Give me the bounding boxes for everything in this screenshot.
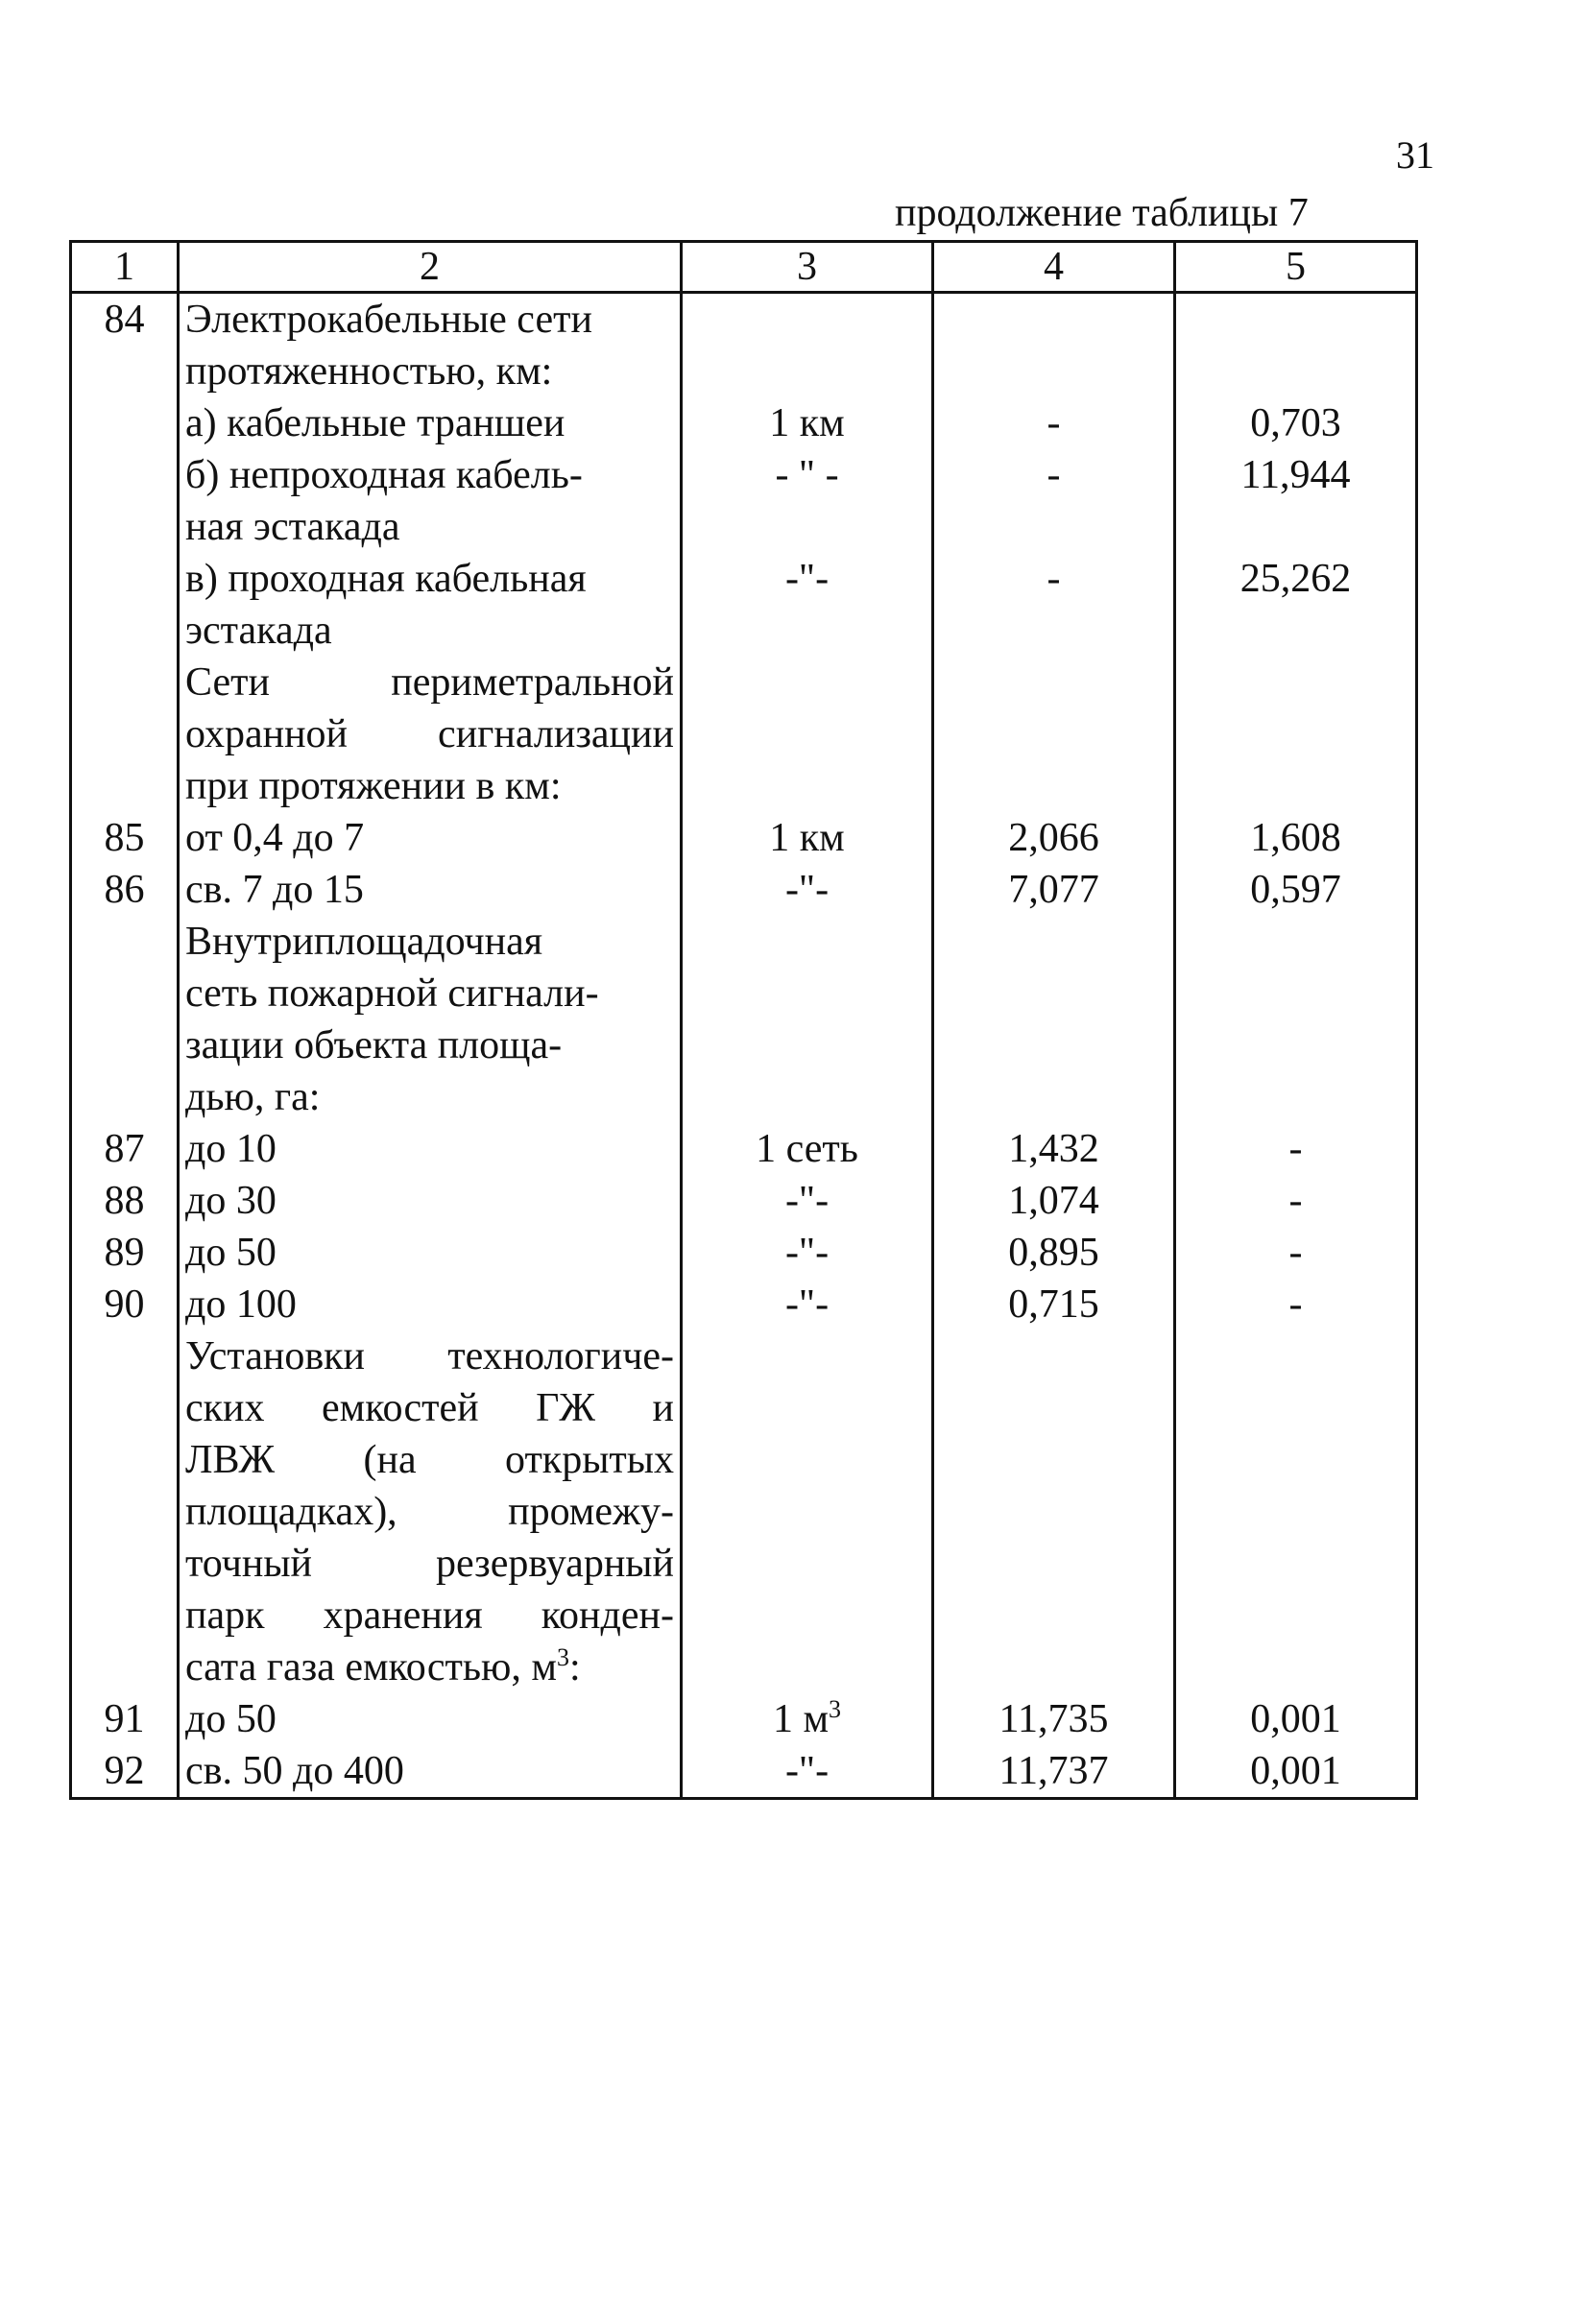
row-value-col5 (1175, 916, 1417, 968)
row-description-text: св. 50 до 400 (185, 1749, 404, 1793)
row-value-col5: - (1175, 1227, 1417, 1279)
row-value-col4 (933, 1486, 1175, 1538)
table-row (71, 657, 1417, 708)
column-header-5: 5 (1175, 242, 1417, 293)
row-description (179, 864, 682, 916)
row-unit (682, 968, 933, 1019)
row-value-col5 (1175, 1641, 1417, 1693)
row-unit (682, 760, 933, 812)
row-unit-text: 1 км (769, 816, 845, 860)
row-unit (682, 1330, 933, 1382)
row-value-col5 (1175, 1590, 1417, 1641)
row-number (71, 553, 179, 605)
row-description-text: до 100 (185, 1282, 297, 1327)
row-description (179, 1175, 682, 1227)
row-unit (682, 605, 933, 657)
table-row (71, 1175, 1417, 1227)
table-row (71, 1641, 1417, 1693)
row-unit (682, 1693, 933, 1745)
row-unit (682, 346, 933, 397)
table-row (71, 1279, 1417, 1330)
row-description-text: протяженностью, км: (185, 349, 553, 394)
row-description (179, 1641, 682, 1693)
row-unit (682, 1382, 933, 1434)
row-description-text: до 30 (185, 1179, 277, 1223)
row-description-text: ских емкостей ГЖ и (185, 1386, 674, 1430)
row-value-col4: 11,737 (933, 1745, 1175, 1799)
row-description-text: Электрокабельные сети (185, 298, 592, 342)
row-unit-text: -"- (784, 868, 830, 912)
row-description (179, 1123, 682, 1175)
table-row (71, 293, 1417, 347)
table-row (71, 1486, 1417, 1538)
row-value-col4: 7,077 (933, 864, 1175, 916)
row-value-col5 (1175, 1071, 1417, 1123)
row-description (179, 1330, 682, 1382)
table-row (71, 1590, 1417, 1641)
table-header-row (71, 242, 1417, 293)
row-description (179, 657, 682, 708)
row-number (71, 1434, 179, 1486)
row-unit (682, 1071, 933, 1123)
row-number (71, 1538, 179, 1590)
row-unit (682, 1123, 933, 1175)
row-value-col5: 0,597 (1175, 864, 1417, 916)
page-number: 31 (1396, 133, 1434, 177)
table-row (71, 1227, 1417, 1279)
row-description (179, 760, 682, 812)
row-number (71, 605, 179, 657)
row-unit (682, 501, 933, 553)
table-row (71, 812, 1417, 864)
row-description-text: сата газа емкостью, м (185, 1645, 557, 1689)
row-description-text: дью, га: (185, 1075, 321, 1119)
row-value-col4: - (933, 449, 1175, 501)
row-description (179, 1538, 682, 1590)
row-value-col5 (1175, 657, 1417, 708)
row-description-text: при протяжении в км: (185, 764, 562, 808)
table-caption: продолжение таблицы 7 (895, 191, 1309, 235)
table-row (71, 1330, 1417, 1382)
row-description (179, 1279, 682, 1330)
row-value-col5 (1175, 1019, 1417, 1071)
row-description (179, 1745, 682, 1799)
row-description-text: ная эстакада (185, 505, 400, 549)
row-value-col4 (933, 293, 1175, 347)
row-description (179, 553, 682, 605)
column-header-4: 4 (933, 242, 1175, 293)
row-number: 88 (71, 1175, 179, 1227)
table-row (71, 1123, 1417, 1175)
row-description (179, 1486, 682, 1538)
row-unit (682, 708, 933, 760)
row-unit (682, 1434, 933, 1486)
row-description (179, 346, 682, 397)
row-unit (682, 1745, 933, 1799)
row-unit-text: -"- (784, 1179, 830, 1223)
row-unit-text: - " - (775, 453, 839, 497)
row-number: 91 (71, 1693, 179, 1745)
row-description-text: б) непроходная кабель- (185, 453, 583, 497)
row-value-col5 (1175, 501, 1417, 553)
row-number (71, 346, 179, 397)
row-description (179, 812, 682, 864)
row-unit (682, 657, 933, 708)
table-row (71, 864, 1417, 916)
row-description-text: Установки технологиче- (185, 1334, 674, 1378)
row-value-col4: 0,895 (933, 1227, 1175, 1279)
row-number: 92 (71, 1745, 179, 1799)
row-value-col4 (933, 760, 1175, 812)
column-header-2: 2 (179, 242, 682, 293)
row-description (179, 605, 682, 657)
row-description-text: парк хранения конден- (185, 1593, 674, 1638)
column-header-1: 1 (71, 242, 179, 293)
row-value-col4: 1,432 (933, 1123, 1175, 1175)
row-value-col5 (1175, 760, 1417, 812)
row-value-col5 (1175, 346, 1417, 397)
row-value-col4 (933, 1382, 1175, 1434)
row-description (179, 916, 682, 968)
row-number: 89 (71, 1227, 179, 1279)
row-description (179, 968, 682, 1019)
row-description-text: св. 7 до 15 (185, 868, 364, 912)
row-description (179, 449, 682, 501)
table-row (71, 1071, 1417, 1123)
table-row (71, 1745, 1417, 1799)
row-unit-text: 1 м (772, 1697, 830, 1741)
row-number (71, 1641, 179, 1693)
row-unit (682, 1279, 933, 1330)
table-row (71, 1382, 1417, 1434)
row-number: 85 (71, 812, 179, 864)
row-value-col5: 1,608 (1175, 812, 1417, 864)
table-row (71, 708, 1417, 760)
row-unit (682, 812, 933, 864)
table-body (71, 293, 1417, 1799)
table-row (71, 553, 1417, 605)
table-row (71, 449, 1417, 501)
row-number (71, 708, 179, 760)
row-number (71, 1590, 179, 1641)
row-unit (682, 1019, 933, 1071)
row-value-col5 (1175, 1434, 1417, 1486)
table-row (71, 916, 1417, 968)
row-description (179, 1382, 682, 1434)
row-description-text: сеть пожарной сигнали- (185, 971, 599, 1016)
row-value-col5 (1175, 968, 1417, 1019)
row-value-col5: - (1175, 1123, 1417, 1175)
row-value-col5 (1175, 1538, 1417, 1590)
table-row (71, 968, 1417, 1019)
row-value-col4: - (933, 397, 1175, 449)
row-number: 90 (71, 1279, 179, 1330)
table-row (71, 605, 1417, 657)
superscript: 3 (556, 1643, 569, 1671)
row-value-col4 (933, 1071, 1175, 1123)
row-description-suffix: : (568, 1645, 581, 1689)
row-value-col4 (933, 1641, 1175, 1693)
row-number: 86 (71, 864, 179, 916)
row-unit (682, 916, 933, 968)
column-header-3: 3 (682, 242, 933, 293)
row-unit (682, 864, 933, 916)
row-unit-text: 1 сеть (756, 1127, 858, 1171)
row-unit (682, 553, 933, 605)
row-description-text: охранной сигнализации (185, 712, 674, 756)
row-description-text: от 0,4 до 7 (185, 816, 365, 860)
row-unit (682, 293, 933, 347)
row-value-col4 (933, 916, 1175, 968)
row-description (179, 501, 682, 553)
row-unit (682, 1486, 933, 1538)
row-value-col5: 0,001 (1175, 1693, 1417, 1745)
table-row (71, 1019, 1417, 1071)
row-number: 87 (71, 1123, 179, 1175)
row-value-col5 (1175, 1382, 1417, 1434)
row-value-col5: - (1175, 1279, 1417, 1330)
row-description-text: в) проходная кабельная (185, 557, 587, 601)
row-unit (682, 449, 933, 501)
row-number (71, 1019, 179, 1071)
row-value-col5 (1175, 1330, 1417, 1382)
row-description-text: до 50 (185, 1697, 277, 1741)
row-description (179, 1590, 682, 1641)
table-row (71, 1693, 1417, 1745)
table-row (71, 397, 1417, 449)
row-description (179, 1227, 682, 1279)
row-unit-text: -"- (784, 1282, 830, 1327)
table-7 (69, 240, 1418, 1800)
row-number (71, 449, 179, 501)
row-value-col4 (933, 605, 1175, 657)
row-value-col4 (933, 968, 1175, 1019)
row-value-col4: 11,735 (933, 1693, 1175, 1745)
row-description (179, 397, 682, 449)
row-number (71, 1071, 179, 1123)
table-row (71, 1538, 1417, 1590)
row-description-text: а) кабельные траншеи (185, 401, 565, 445)
row-value-col5: - (1175, 1175, 1417, 1227)
row-number (71, 501, 179, 553)
row-description (179, 1071, 682, 1123)
row-value-col5 (1175, 1486, 1417, 1538)
row-value-col4 (933, 501, 1175, 553)
row-unit (682, 1538, 933, 1590)
row-value-col5 (1175, 605, 1417, 657)
row-value-col4: 2,066 (933, 812, 1175, 864)
row-description-text: до 10 (185, 1127, 277, 1171)
row-number (71, 657, 179, 708)
row-number (71, 397, 179, 449)
row-value-col5 (1175, 293, 1417, 347)
row-value-col4: 0,715 (933, 1279, 1175, 1330)
row-description-text: до 50 (185, 1231, 277, 1275)
row-description (179, 1434, 682, 1486)
row-value-col5: 25,262 (1175, 553, 1417, 605)
row-value-col4 (933, 1330, 1175, 1382)
table-row (71, 1434, 1417, 1486)
row-value-col5: 0,001 (1175, 1745, 1417, 1799)
row-value-col5: 0,703 (1175, 397, 1417, 449)
row-value-col4 (933, 346, 1175, 397)
table-row (71, 760, 1417, 812)
row-unit-text: -"- (784, 1231, 830, 1275)
row-unit (682, 397, 933, 449)
row-unit (682, 1641, 933, 1693)
row-value-col5: 11,944 (1175, 449, 1417, 501)
table-row (71, 346, 1417, 397)
superscript: 3 (829, 1695, 842, 1723)
row-number (71, 1330, 179, 1382)
row-number (71, 916, 179, 968)
row-number: 84 (71, 293, 179, 347)
row-unit (682, 1590, 933, 1641)
row-value-col4 (933, 1538, 1175, 1590)
row-value-col4 (933, 1019, 1175, 1071)
row-value-col4 (933, 708, 1175, 760)
row-value-col4: - (933, 553, 1175, 605)
row-unit-text: 1 км (769, 401, 845, 445)
row-value-col4 (933, 1590, 1175, 1641)
row-description-text: Сети периметральной (185, 660, 674, 705)
row-unit-text: -"- (784, 557, 830, 601)
row-value-col4: 1,074 (933, 1175, 1175, 1227)
row-description (179, 293, 682, 347)
row-description-text: Внутриплощадочная (185, 920, 543, 964)
row-unit (682, 1175, 933, 1227)
row-value-col4 (933, 657, 1175, 708)
row-description-text: площадках), промежу- (185, 1490, 674, 1534)
row-number (71, 968, 179, 1019)
row-description-text: ЛВЖ (на открытых (185, 1438, 674, 1482)
table-row (71, 501, 1417, 553)
row-value-col4 (933, 1434, 1175, 1486)
row-unit-text: -"- (784, 1749, 830, 1793)
row-description-text: эстакада (185, 609, 332, 653)
row-number (71, 760, 179, 812)
row-description (179, 708, 682, 760)
row-description-text: зации объекта площа- (185, 1023, 563, 1067)
row-description (179, 1019, 682, 1071)
row-number (71, 1382, 179, 1434)
row-value-col5 (1175, 708, 1417, 760)
row-description (179, 1693, 682, 1745)
row-description-text: точный резервуарный (185, 1542, 674, 1586)
row-number (71, 1486, 179, 1538)
row-unit (682, 1227, 933, 1279)
